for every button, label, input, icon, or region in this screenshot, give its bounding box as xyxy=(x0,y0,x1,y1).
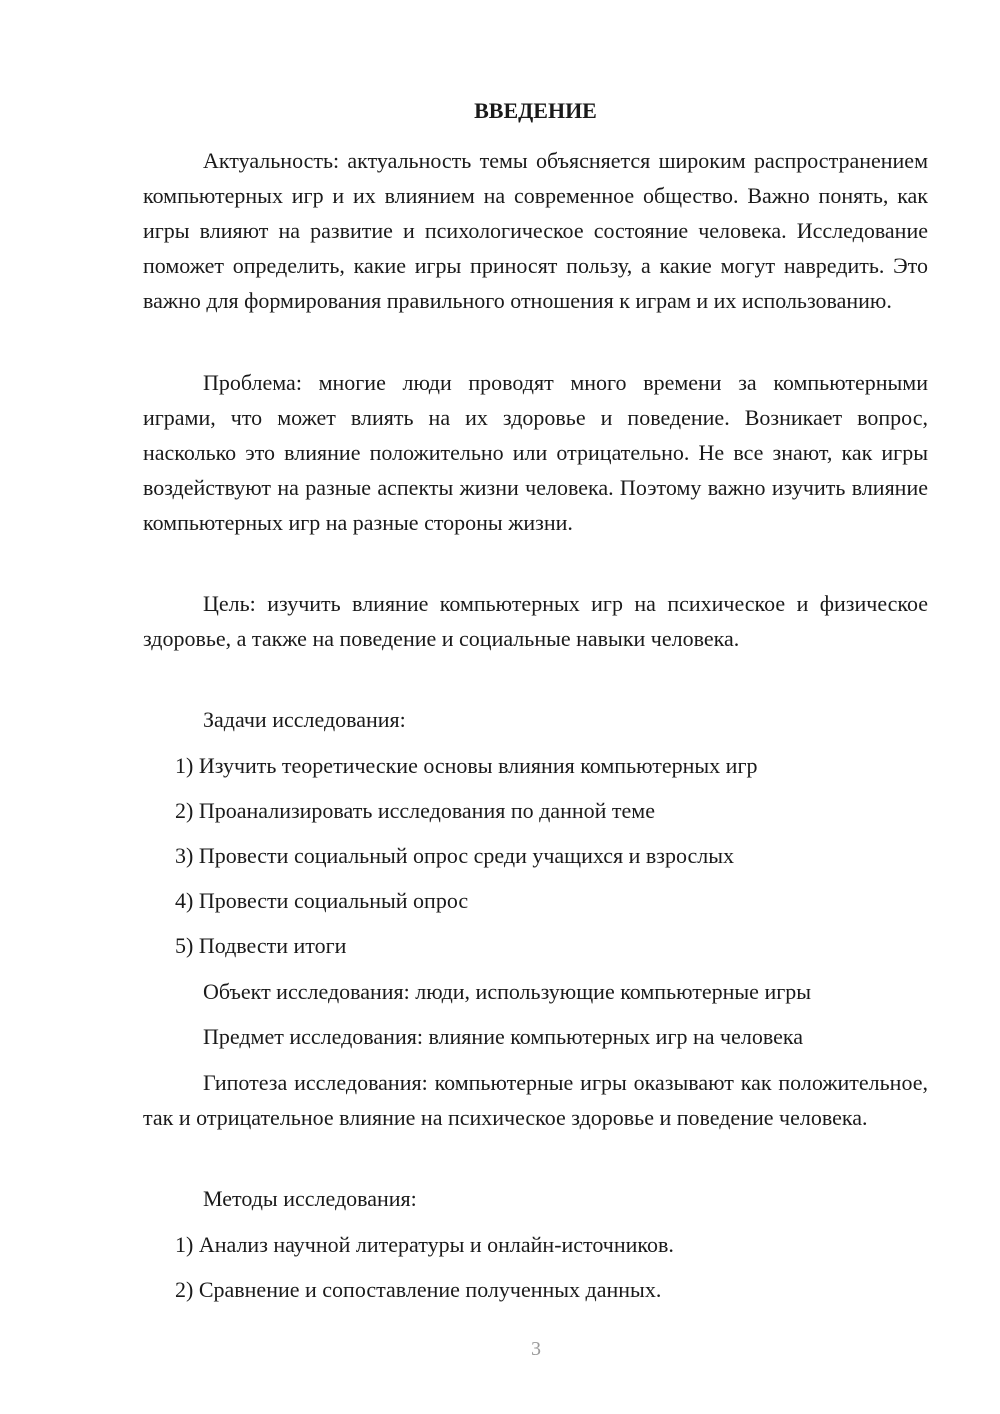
method-item: 1) Анализ научной литературы и онлайн-источников. xyxy=(175,1232,674,1257)
task-item: 1) Изучить теоретические основы влияния компьютерных игр xyxy=(175,753,758,778)
method-item: 2) Сравнение и сопоставление полученных данных. xyxy=(175,1277,662,1302)
methods-heading: Методы исследования: xyxy=(203,1186,417,1211)
task-item: 5) Подвести итоги xyxy=(175,933,347,958)
task-item: 2) Проанализировать исследования по данной теме xyxy=(175,798,655,823)
problem-paragraph: Проблема: многие люди проводят много времени за компьютерными играми, что может влиять на их здоровье и поведение. Возникает вопрос, насколько это влияние положительно или отрицательно. Не все знают, как игры воздействуют на разные аспекты жизни человека. Поэтому важно изучить влияние компьютерных игр на разные стороны жизни. xyxy=(143,370,928,535)
page-number: 3 xyxy=(531,1338,541,1360)
research-object: Объект исследования: люди, использующие компьютерные игры xyxy=(203,979,812,1004)
goal-paragraph: Цель: изучить влияние компьютерных игр на психическое и физическое здоровье, а также на поведение и социальные навыки человека. xyxy=(143,591,928,651)
tasks-heading: Задачи исследования: xyxy=(203,707,406,732)
relevance-paragraph: Актуальность: актуальность темы объясняется широким распространением компьютерных игр и их влиянием на современное общество. Важно понять, как игры влияют на развитие и психологическое состояние человека. Исследование поможет определить, какие игры приносят пользу, а какие могут навредить. Это важно для формирования правильного отношения к играм и их использованию. xyxy=(143,148,928,313)
hypothesis-paragraph: Гипотеза исследования: компьютерные игры оказывают как положительное, так и отрицательное влияние на психическое здоровье и поведение человека. xyxy=(143,1070,928,1130)
task-item: 3) Провести социальный опрос среди учащихся и взрослых xyxy=(175,843,735,868)
page-title: ВВЕДЕНИЕ xyxy=(474,98,597,123)
task-item: 4) Провести социальный опрос xyxy=(175,888,469,913)
research-subject: Предмет исследования: влияние компьютерных игр на человека xyxy=(203,1024,803,1049)
